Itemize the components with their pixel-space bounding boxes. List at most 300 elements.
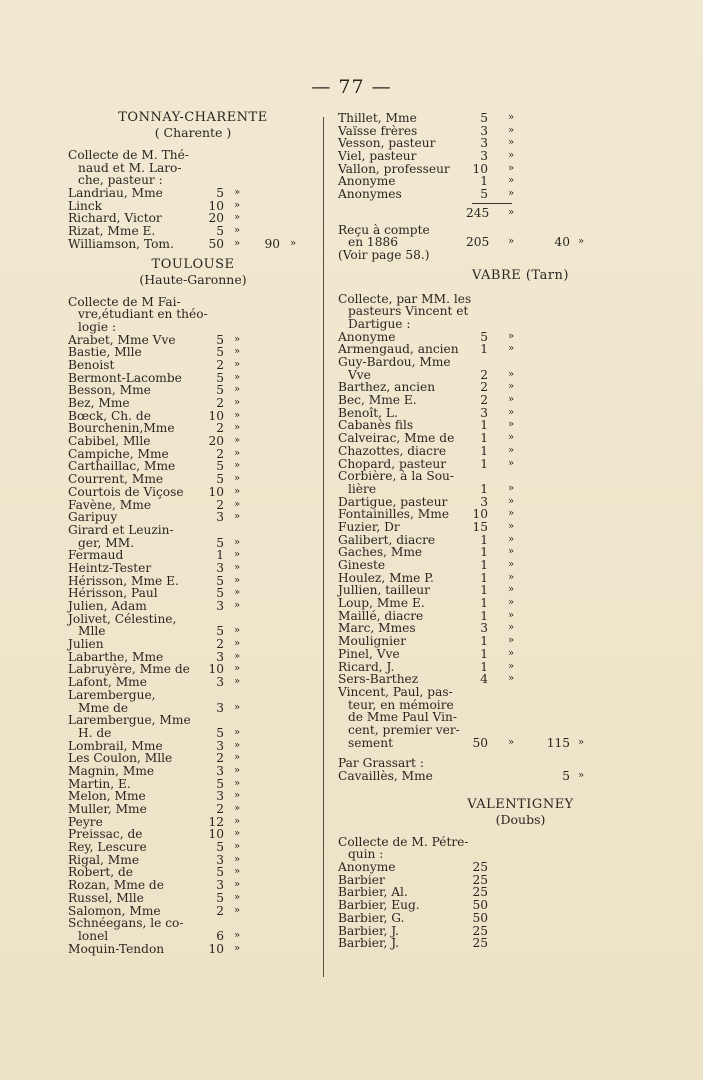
- entry-ditto-mark: »: [234, 333, 241, 345]
- entry-ditto-mark: »: [234, 879, 241, 891]
- entry-amount: 5: [216, 459, 224, 474]
- list-item: [68, 562, 318, 575]
- entry-amount: 3: [216, 510, 224, 525]
- entry-ditto-mark: »: [234, 676, 241, 688]
- entry-amount: 20: [208, 434, 224, 449]
- entry-name: Barbier, Eug.: [338, 898, 420, 913]
- entry-amount: 1: [480, 342, 488, 357]
- entry-ditto-mark: »: [234, 237, 241, 249]
- right-column: [338, 112, 703, 950]
- entry-amount: 1: [480, 583, 488, 598]
- entry-ditto-mark: »: [508, 482, 515, 494]
- entry-amount: 10: [208, 827, 224, 842]
- column-divider: [323, 117, 324, 977]
- list-item: [68, 486, 318, 499]
- list-item: [338, 483, 703, 496]
- entry-name: Benoist: [68, 357, 115, 372]
- entry-name: Barbier, G.: [338, 910, 405, 925]
- list-item: [338, 249, 703, 262]
- entry-ditto-mark: »: [234, 212, 241, 224]
- entry-name: Gaches, Mme: [338, 545, 423, 560]
- entry-name: Linck: [68, 198, 103, 213]
- list-item: [68, 676, 318, 689]
- entry-amount: 1: [480, 545, 488, 560]
- entry-amount: 245: [466, 205, 490, 220]
- list-item: [338, 207, 703, 220]
- entry-name: Peyre: [68, 814, 103, 829]
- entry-amount: 3: [480, 621, 488, 636]
- entry-ditto-mark: »: [234, 549, 241, 561]
- list-item: [338, 445, 703, 458]
- entry-amount: 5: [216, 890, 224, 905]
- entry-amount: 3: [216, 560, 224, 575]
- list-item: [338, 686, 703, 699]
- section-subheading: (Haute-Garonne): [139, 271, 247, 287]
- entry-ditto-mark: »: [234, 346, 241, 358]
- entry-name: quin :: [348, 847, 384, 862]
- list-item: [68, 765, 318, 778]
- entry-ditto-mark: »: [508, 736, 515, 748]
- entry-amount: 5: [216, 370, 224, 385]
- entry-name: Muller, Mme: [68, 802, 147, 816]
- entry-ditto-mark: »: [234, 904, 241, 916]
- entry-ditto-mark: »: [234, 841, 241, 853]
- entry-ditto-mark: »: [234, 587, 241, 599]
- entry-amount: 2: [480, 393, 488, 408]
- entry-amount: 1: [480, 570, 488, 585]
- entry-name: Magnin, Mme: [68, 763, 155, 778]
- entry-ditto-mark: »: [508, 660, 515, 672]
- entry-ditto-mark: »: [508, 495, 515, 507]
- entry-ditto-mark: »: [234, 625, 241, 637]
- list-item: [68, 803, 318, 816]
- entry-ditto-mark: »: [234, 638, 241, 650]
- list-item: [68, 187, 318, 200]
- list-item: [68, 625, 318, 638]
- entry-name: Courrent, Mme: [68, 472, 164, 487]
- entry-name: Les Coulon, Mlle: [68, 751, 173, 766]
- entry-name: Williamson, Tom.: [68, 236, 174, 251]
- entry-ditto-mark: »: [508, 236, 515, 248]
- entry-amount: 10: [208, 662, 224, 677]
- entry-name: Richard, Victor: [68, 211, 162, 226]
- entry-ditto-mark: »: [234, 600, 241, 611]
- entry-ditto-mark: »: [508, 457, 515, 469]
- entry-name: Lafont, Mme: [68, 675, 147, 690]
- entry-name: Landriau, Mme: [68, 186, 163, 201]
- entry-ditto-mark: »: [508, 137, 515, 149]
- entry-ditto-mark: »: [508, 584, 515, 596]
- list-item: [68, 524, 318, 537]
- entry-name: Girard et Leuzin-: [68, 522, 174, 537]
- entry-amount: 50: [208, 236, 224, 251]
- entry-name: Moulignier: [338, 634, 407, 649]
- entry-name: Barbier, J.: [338, 923, 400, 938]
- entry-name: Robert, de: [68, 865, 134, 880]
- entry-name: Mme de: [78, 700, 129, 715]
- entry-amount: 50: [472, 898, 488, 913]
- entry-name: Rizat, Mme E.: [68, 224, 156, 239]
- entry-ditto-mark: »: [234, 225, 241, 237]
- list-item: [338, 912, 703, 925]
- entry-name: Vve: [348, 367, 371, 382]
- entry-name: Bermont-Lacombe: [68, 370, 182, 385]
- entry-ditto-mark: »: [234, 511, 241, 523]
- entry-name: Hérisson, Mme E.: [68, 573, 179, 588]
- entry-amount: 1: [480, 646, 488, 661]
- entry-amount: 5: [216, 224, 224, 239]
- section-total: 40: [554, 235, 570, 250]
- entry-amount: 25: [472, 936, 488, 951]
- list-item: [68, 308, 318, 321]
- entry-name: Loup, Mme E.: [338, 596, 425, 611]
- entry-name: Bastie, Mlle: [68, 345, 142, 360]
- list-item: [338, 597, 703, 610]
- entry-amount: 25: [472, 885, 488, 900]
- entry-ditto-mark: »: [508, 112, 515, 123]
- entry-name: Barbier, J.: [338, 936, 400, 951]
- entry-ditto-mark: »: [234, 663, 241, 675]
- entry-ditto-mark: »: [508, 546, 515, 558]
- total-ditto-mark: »: [290, 237, 297, 249]
- entry-name: Marc, Mmes: [338, 621, 416, 636]
- list-item: [68, 397, 318, 410]
- entry-amount: 5: [216, 383, 224, 398]
- list-item: [338, 861, 703, 874]
- entry-name: Rigal, Mme: [68, 852, 140, 867]
- list-item: [68, 149, 318, 162]
- entry-ditto-mark: »: [234, 891, 241, 903]
- list-item: [68, 225, 318, 238]
- entry-amount: 2: [216, 751, 224, 766]
- entry-ditto-mark: »: [508, 559, 515, 570]
- entry-name: Carthaillac, Mme: [68, 459, 176, 474]
- list-item: [338, 770, 703, 783]
- list-item: [338, 559, 703, 572]
- entry-amount: 12: [208, 814, 224, 829]
- entry-ditto-mark: »: [234, 739, 241, 751]
- list-item: [68, 879, 318, 892]
- entry-amount: 5: [216, 586, 224, 601]
- entry-name: Julien, Adam: [68, 599, 147, 613]
- list-item: [338, 737, 703, 750]
- entry-name: logie :: [78, 319, 117, 334]
- entry-name: Reçu à compte: [338, 222, 430, 237]
- entry-amount: 5: [216, 332, 224, 347]
- entry-ditto-mark: »: [508, 533, 515, 545]
- list-item: [68, 892, 318, 905]
- entry-name: Russel, Mlle: [68, 890, 144, 905]
- section-total: 90: [264, 236, 280, 251]
- section-heading: VALENTIGNEY: [467, 796, 574, 812]
- entry-ditto-mark: »: [234, 447, 241, 459]
- list-item: [68, 359, 318, 372]
- entry-ditto-mark: »: [508, 150, 515, 162]
- entry-amount: 2: [480, 380, 488, 395]
- spacer: [338, 783, 703, 791]
- entry-name: Gineste: [338, 558, 386, 572]
- entry-name: Houlez, Mme P.: [338, 570, 434, 585]
- entry-amount: 1: [480, 532, 488, 547]
- entry-amount: 50: [472, 910, 488, 925]
- entry-name: Jolivet, Célestine,: [68, 611, 177, 626]
- entry-name: Collecte de M. Thé-: [68, 148, 189, 162]
- entry-name: Barbier, Al.: [338, 885, 408, 900]
- section-total: 115: [546, 735, 570, 750]
- list-item: [338, 635, 703, 648]
- list-item: [338, 546, 703, 559]
- list-item: [68, 613, 318, 626]
- entry-amount: 10: [208, 484, 224, 499]
- entry-ditto-mark: »: [508, 622, 515, 634]
- entry-amount: 50: [472, 735, 488, 750]
- entry-name: Bec, Mme E.: [338, 393, 417, 408]
- entry-ditto-mark: »: [508, 508, 515, 520]
- list-item: [68, 930, 318, 943]
- entry-name: en 1886: [348, 235, 398, 250]
- entry-ditto-mark: »: [508, 175, 515, 187]
- entry-amount: 1: [480, 481, 488, 496]
- entry-ditto-mark: »: [234, 929, 241, 941]
- entry-ditto-mark: »: [508, 330, 515, 342]
- entry-amount: 3: [216, 675, 224, 690]
- entry-name: Maillé, diacre: [338, 608, 424, 623]
- entry-ditto-mark: »: [234, 803, 241, 814]
- entry-amount: 5: [480, 187, 488, 202]
- entry-name: Collecte de M. Pétre-: [338, 834, 469, 849]
- entry-name: teur, en mémoire: [348, 697, 454, 712]
- entry-name: lonel: [78, 928, 109, 943]
- entry-name: Garipuy: [68, 510, 118, 525]
- entry-name: Besson, Mme: [68, 383, 151, 398]
- entry-ditto-mark: »: [234, 536, 241, 548]
- entry-ditto-mark: »: [234, 828, 241, 840]
- entry-name: Sers-Barthez: [338, 672, 419, 687]
- section-heading: TOULOUSE: [151, 256, 235, 272]
- entry-amount: 1: [216, 548, 224, 563]
- list-item: [338, 836, 703, 849]
- entry-ditto-mark: »: [234, 574, 241, 586]
- list-item: [68, 841, 318, 854]
- entry-ditto-mark: »: [234, 790, 241, 802]
- list-item: [68, 689, 318, 702]
- section-total: 5: [562, 769, 570, 783]
- section-subheading: (Doubs): [495, 811, 546, 827]
- entry-name: Vesson, pasteur: [338, 136, 436, 151]
- entry-name: Larembergue,: [68, 687, 156, 702]
- list-item: [338, 394, 703, 407]
- entry-name: Vallon, professeur: [338, 161, 450, 176]
- list-item: [68, 238, 318, 251]
- entry-name: Dartigue, pasteur: [338, 494, 448, 509]
- entry-name: cent, premier ver-: [348, 722, 460, 737]
- entry-ditto-mark: »: [508, 162, 515, 174]
- entry-amount: 3: [216, 852, 224, 867]
- entry-name: Fontainilles, Mme: [338, 507, 450, 522]
- entry-ditto-mark: »: [508, 368, 515, 380]
- entry-ditto-mark: »: [234, 358, 241, 370]
- entry-ditto-mark: »: [234, 473, 241, 485]
- entry-amount: 1: [480, 634, 488, 649]
- entry-name: Galibert, diacre: [338, 532, 436, 547]
- list-item: [68, 511, 318, 524]
- list-item: [338, 521, 703, 534]
- entry-name: Thillet, Mme: [338, 111, 417, 125]
- entry-name: Larembergue, Mme: [68, 713, 191, 728]
- entry-amount: 3: [216, 700, 224, 715]
- list-item: [68, 638, 318, 651]
- entry-ditto-mark: »: [234, 187, 241, 199]
- entry-amount: 205: [466, 235, 490, 250]
- entry-name: Anonyme: [338, 860, 396, 875]
- entry-name: Fuzier, Dr: [338, 519, 400, 534]
- total-ditto-mark: »: [578, 736, 585, 748]
- entry-name: Moquin-Tendon: [68, 941, 165, 956]
- entry-name: Melon, Mme: [68, 789, 146, 804]
- entry-name: (Voir page 58.): [338, 247, 430, 262]
- entry-ditto-mark: »: [508, 444, 515, 456]
- entry-name: Ricard, J.: [338, 659, 395, 674]
- entry-name: H. de: [78, 725, 112, 740]
- entry-name: Vincent, Paul, pas-: [338, 684, 453, 699]
- entry-amount: 15: [472, 519, 488, 534]
- entry-amount: 2: [216, 421, 224, 436]
- entry-ditto-mark: »: [508, 647, 515, 659]
- entry-name: Bez, Mme: [68, 396, 130, 410]
- entry-amount: 5: [216, 725, 224, 740]
- list-item: [338, 356, 703, 369]
- entry-ditto-mark: »: [234, 397, 241, 408]
- total-ditto-mark: »: [578, 770, 585, 781]
- entry-amount: 2: [216, 497, 224, 512]
- list-item: [338, 150, 703, 163]
- entry-name: Benoît, L.: [338, 405, 398, 420]
- entry-ditto-mark: »: [234, 777, 241, 789]
- entry-name: Vaïsse frères: [338, 123, 418, 138]
- entry-amount: 5: [216, 840, 224, 855]
- entry-ditto-mark: »: [234, 726, 241, 738]
- list-item: [338, 112, 703, 125]
- entry-name: Martin, E.: [68, 776, 131, 791]
- entry-name: Lombrail, Mme: [68, 738, 163, 753]
- list-item: [338, 673, 703, 686]
- entry-ditto-mark: »: [234, 460, 241, 472]
- entry-amount: 1: [480, 659, 488, 674]
- entry-name: Fermaud: [68, 548, 124, 563]
- entry-amount: 2: [216, 446, 224, 461]
- entry-ditto-mark: »: [234, 853, 241, 865]
- entry-amount: 2: [216, 802, 224, 816]
- list-item: [68, 727, 318, 740]
- entry-ditto-mark: »: [234, 650, 241, 662]
- list-item: [338, 937, 703, 950]
- entry-amount: 3: [216, 878, 224, 893]
- entry-ditto-mark: »: [234, 435, 241, 447]
- entry-name: Anonyme: [338, 174, 396, 189]
- entry-name: Viel, pasteur: [338, 149, 417, 164]
- entry-amount: 3: [216, 763, 224, 778]
- entry-amount: 4: [480, 672, 488, 687]
- entry-amount: 3: [480, 123, 488, 138]
- page-number: — 77 —: [311, 76, 392, 98]
- entry-name: che, pasteur :: [78, 173, 163, 188]
- entry-name: Bourchenin,Mme: [68, 421, 175, 436]
- entry-ditto-mark: »: [508, 419, 515, 431]
- entry-ditto-mark: »: [508, 394, 515, 406]
- entry-name: Cabibel, Mlle: [68, 434, 151, 449]
- entry-ditto-mark: »: [234, 371, 241, 383]
- entry-name: Arabet, Mme Vve: [68, 332, 176, 347]
- entry-name: Favène, Mme: [68, 497, 152, 512]
- entry-name: Labruyère, Mme de: [68, 662, 190, 677]
- entry-amount: 5: [216, 186, 224, 201]
- entry-name: Hérisson, Paul: [68, 586, 158, 601]
- list-item: [338, 318, 703, 331]
- entry-amount: 1: [480, 558, 488, 572]
- entry-name: Par Grassart :: [338, 756, 424, 771]
- list-item: [68, 943, 318, 956]
- entry-amount: 1: [480, 443, 488, 458]
- entry-name: Salomon, Mme: [68, 903, 161, 918]
- left-column: [68, 112, 318, 955]
- entry-amount: 3: [480, 149, 488, 164]
- entry-name: naud et M. Laro-: [78, 160, 182, 175]
- entry-ditto-mark: »: [234, 199, 241, 211]
- entry-amount: 5: [216, 472, 224, 487]
- entry-amount: 3: [216, 599, 224, 613]
- entry-amount: 1: [480, 174, 488, 189]
- entry-name: Barthez, ancien: [338, 380, 436, 395]
- entry-amount: 1: [480, 456, 488, 471]
- entry-name: Campiche, Mme: [68, 446, 169, 461]
- entry-name: Cabanès fils: [338, 418, 414, 433]
- entry-name: Collecte de M Fai-: [68, 294, 181, 309]
- entry-name: Rey, Lescure: [68, 840, 147, 855]
- entry-ditto-mark: »: [234, 866, 241, 878]
- entry-name: Labarthe, Mme: [68, 649, 164, 664]
- entry-name: Dartigue :: [348, 316, 411, 331]
- list-item: [338, 432, 703, 445]
- list-item: [68, 600, 318, 613]
- entry-name: Jullien, tailleur: [338, 583, 430, 598]
- entry-name: Calveirac, Mme de: [338, 431, 455, 446]
- entry-amount: 2: [216, 396, 224, 410]
- entry-name: Schnéegans, le co-: [68, 916, 184, 931]
- entry-amount: 5: [216, 776, 224, 791]
- entry-name: Guy-Bardou, Mme: [338, 355, 451, 369]
- entry-name: Barbier: [338, 872, 385, 887]
- entry-amount: 2: [216, 357, 224, 372]
- entry-ditto-mark: »: [508, 597, 515, 609]
- entry-name: sement: [348, 735, 393, 750]
- entry-ditto-mark: »: [508, 571, 515, 583]
- entry-amount: 10: [208, 941, 224, 956]
- entry-ditto-mark: »: [234, 942, 241, 954]
- entry-amount: 5: [216, 535, 224, 550]
- entry-ditto-mark: »: [234, 561, 241, 573]
- entry-name: Rozan, Mme de: [68, 878, 164, 893]
- entry-amount: 1: [480, 418, 488, 433]
- entry-name: Corbière, à la Sou-: [338, 469, 455, 484]
- list-item: [68, 473, 318, 486]
- entry-amount: 5: [216, 865, 224, 880]
- entry-ditto-mark: »: [508, 124, 515, 136]
- entry-amount: 5: [216, 573, 224, 588]
- list-item: [338, 899, 703, 912]
- entry-amount: 5: [216, 624, 224, 639]
- entry-ditto-mark: »: [508, 520, 515, 532]
- entry-amount: 10: [208, 198, 224, 213]
